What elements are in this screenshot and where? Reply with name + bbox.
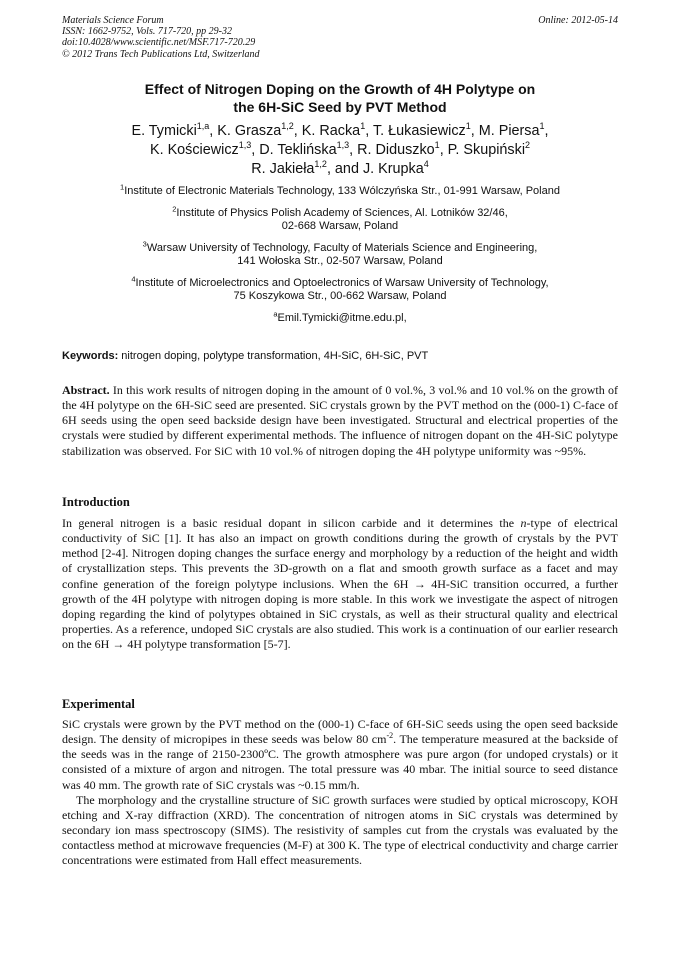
paper-title xyxy=(62,80,618,116)
author-affil-sup: 1,2 xyxy=(281,121,294,132)
affiliation-1 xyxy=(62,182,618,199)
author-affil-sup: 1 xyxy=(434,140,440,151)
author-affil-sup: 1 xyxy=(360,121,366,132)
affiliation-text: Institute of Electronic Materials Technology, 133 Wólczyńska Str., 01-991 Warsaw, Poland xyxy=(124,185,560,197)
author-affil-sup: 4 xyxy=(423,159,429,170)
affiliation-email xyxy=(62,308,618,326)
author-name: R. Jakieła xyxy=(251,161,315,177)
affiliation-sup: 2 xyxy=(172,203,177,213)
affiliation-3 xyxy=(62,238,618,269)
affiliation-list xyxy=(62,182,618,333)
abstract-text: In this work results of nitrogen doping in the amount of 0 vol.%, 3 vol.% and 10 vol.% on the growth of the 4H polytype on the 6H-SiC seed are presented. SiC crystals grown by the PVT method on the (000-1) C-face of 6H seeds using the open seed backside design have been investigated. Structural and electrical properties of the crystals were studied by different experimental methods. The influence of nitrogen dopant on the 4H-SiC polytype stabilization was observed. For SiC with 10 vol.% of nitrogen doping the 4H polytype uniformity was ~95%. xyxy=(62,383,618,458)
affiliation-text: Institute of Microelectronics and Optoelectronics of Warsaw University of Technology, xyxy=(135,276,549,289)
affiliation-address: 02-668 Warsaw, Poland xyxy=(281,220,399,232)
affiliation-sup: 3 xyxy=(142,238,147,248)
author-line-1 xyxy=(62,122,618,141)
journal-doi: doi:10.4028/www.scientific.net/MSF.717-720.29 xyxy=(62,37,256,49)
affiliation-address: 75 Koszykowa Str., 00-662 Warsaw, Poland xyxy=(233,290,447,302)
journal-name: Materials Science Forum xyxy=(62,15,164,26)
author-name: , D. Teklińska xyxy=(251,142,337,158)
email-address: Emil.Tymicki@itme.edu.pl, xyxy=(277,311,407,324)
journal-copyright: © 2012 Trans Tech Publications Ltd, Switzerland xyxy=(62,48,260,60)
author-name: , T. Łukasiewicz xyxy=(365,123,466,139)
journal-issn: ISSN: 1662-9752, Vols. 717-720, pp 29-32 xyxy=(62,26,232,38)
author-name: , and J. Krupka xyxy=(326,161,424,177)
title-line-1: Effect of Nitrogen Doping on the Growth of 4H Polytype on xyxy=(144,81,536,97)
author-name: E. Tymicki xyxy=(131,123,197,139)
experimental-heading: Experimental xyxy=(62,697,135,711)
paragraph-text: In general nitrogen is a basic residual dopant in silicon carbide and it determines the xyxy=(62,516,521,530)
affiliation-4 xyxy=(62,273,618,304)
keywords-label: Keywords: xyxy=(62,350,119,362)
affiliation-sup: 4 xyxy=(131,273,136,283)
italic-n: n xyxy=(520,516,527,530)
keywords-text: nitrogen doping, polytype transformation, 4H-SiC, 6H-SiC, PVT xyxy=(118,350,429,362)
affiliation-sup: 1 xyxy=(120,182,125,192)
introduction-heading: Introduction xyxy=(62,495,130,509)
abstract-label: Abstract. xyxy=(62,383,110,397)
author-line-2 xyxy=(62,141,618,160)
author-name: , P. Skupiński xyxy=(439,142,526,158)
keywords xyxy=(62,349,618,363)
author-name: , K. Grasza xyxy=(209,123,282,139)
author-affil-sup: 1 xyxy=(539,121,545,132)
experimental-paragraph-2: The morphology and the crystalline structure of SiC growth surfaces were studied by optical microscopy, KOH etching and X-ray diffraction (XRD). The concentration of nitrogen atoms in SiC crystals was determined by secondary ion mass spectroscopy (SIMS). The resistivity of samples cut from the crystals was evaluated by the contactless method at microwave frequencies (M-F) at 300 K. The type of electrical conductivity and charge carrier concentrations were estimated from Hall effect measurements. xyxy=(62,792,618,868)
author-affil-sup: 1,2 xyxy=(314,159,327,170)
author-affil-sup: 2 xyxy=(525,140,531,151)
affiliation-address: 141 Wołoska Str., 02-507 Warsaw, Poland xyxy=(237,255,443,267)
introduction-paragraph xyxy=(62,516,618,652)
online-date: Online: 2012-05-14 xyxy=(538,15,618,26)
author-affil-sup: 1,3 xyxy=(238,140,252,151)
author-list xyxy=(62,122,618,179)
author-affil-sup: 1,3 xyxy=(336,140,350,151)
title-line-2: the 6H-SiC Seed by PVT Method xyxy=(233,99,447,115)
paragraph-text: SiC crystals were grown by the PVT method on the (000-1) C-face of 6H-SiC seeds using the open seed backside design. The density of micropipes in these seeds was below 80 cm xyxy=(62,717,618,747)
author-separator: , xyxy=(544,123,549,139)
affiliation-text: Warsaw University of Technology, Faculty of Materials Science and Engineering, xyxy=(146,241,538,254)
paragraph-text: . The temperature measured at the backside of the seeds was in the range of 2150-2300ºC. The growth atmosphere was pure argon (for undoped crystals) or it consisted of a mixture of argon and nitrogen. The total pressure was 40 mbar. The initial source to seed distance was 40 mm. The growth rate of SiC crystals was ~0.15 mm/h. xyxy=(62,732,618,792)
experimental-body xyxy=(62,717,618,869)
author-name: , R. Diduszko xyxy=(349,142,435,158)
author-name: , K. Racka xyxy=(293,123,361,139)
author-affil-sup: 1 xyxy=(465,121,471,132)
abstract xyxy=(62,383,618,459)
author-name: , M. Piersa xyxy=(470,123,540,139)
affiliation-text: Institute of Physics Polish Academy of Sciences, Al. Lotników 32/46, xyxy=(176,206,508,219)
experimental-paragraph-1 xyxy=(62,717,618,793)
affiliation-2 xyxy=(62,203,618,234)
author-name: K. Kościewicz xyxy=(149,142,239,158)
author-line-3 xyxy=(62,160,618,179)
journal-header xyxy=(62,15,618,60)
introduction-body xyxy=(62,516,618,652)
paragraph-text: -type of electrical conductivity of SiC [1]. It has also an impact on growth conditions during the growth of crystals by the PVT method [2-4]. Nitrogen doping changes the surface energy and morphology by a reduction of the height and width of crystallization steps. This prevents the 3D-growth on a flat and smooth growth surface as a facet and may confine generation of the foreign polytype inclusions. When the 6H → 4H-SiC transition occurred, a further growth of the 4H polytype with nitrogen doping is more stable. In this work we investigate the aspect of nitrogen doping regarding the kind of polytypes obtained in SiC crystals, as well as their structural quality and electrical properties. As a reference, undoped SiC crystals are also studied. This work is a continuation of our earlier research on the 6H → 4H polytype transformation [5-7]. xyxy=(62,516,618,652)
superscript: -2 xyxy=(386,731,394,741)
author-affil-sup: 1,a xyxy=(196,121,210,132)
affiliation-sup: a xyxy=(273,308,278,318)
